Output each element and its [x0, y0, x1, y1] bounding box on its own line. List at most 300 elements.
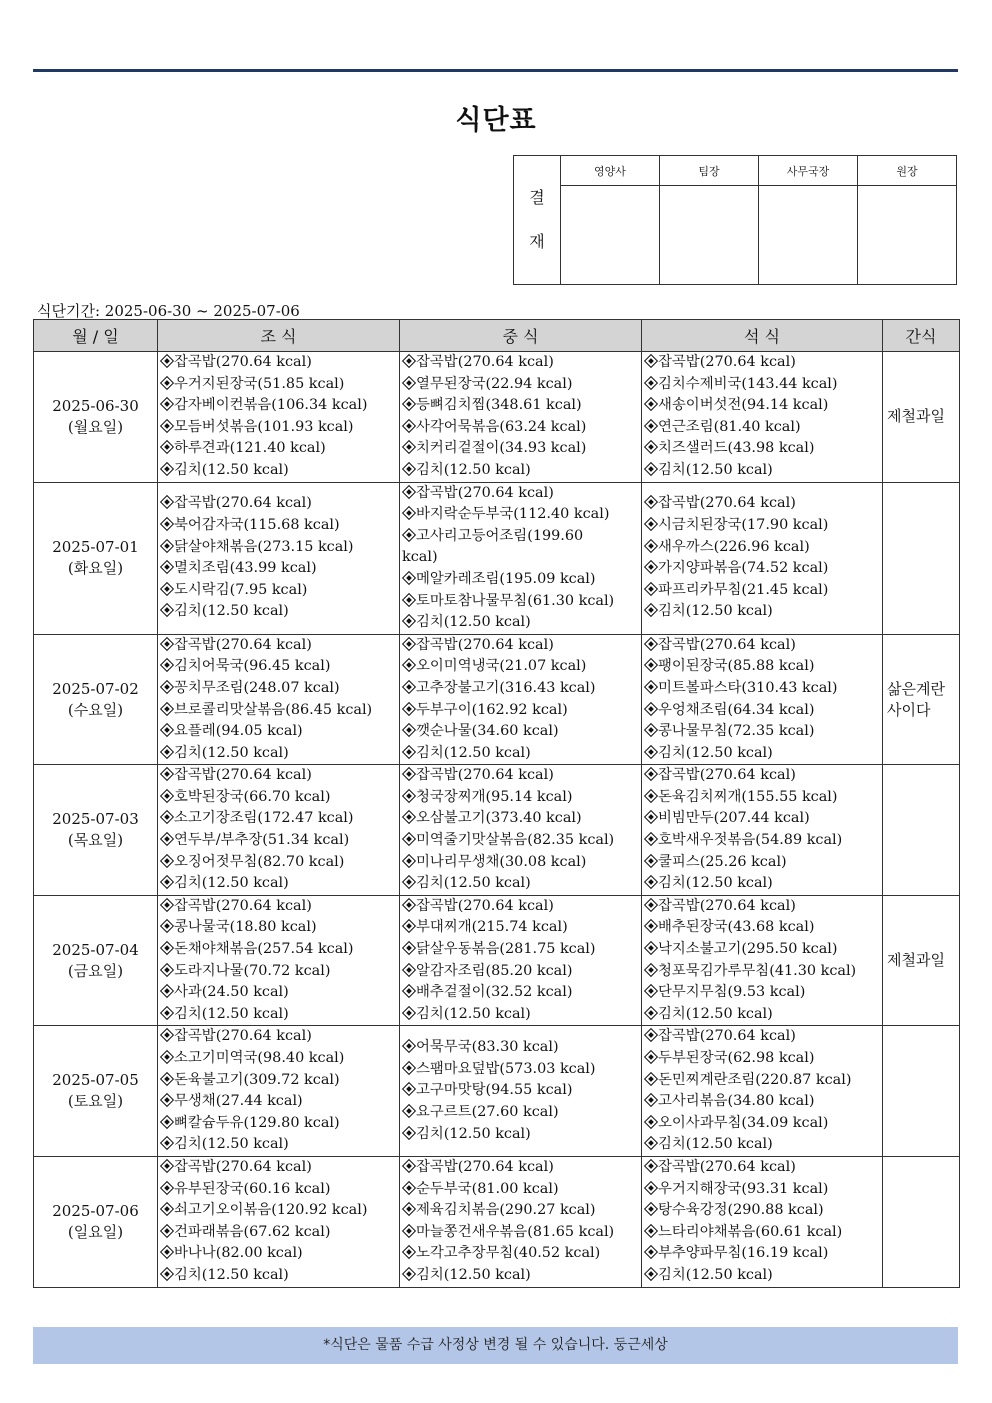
lunch-cell — [400, 482, 642, 634]
menu-item-text: 마늘쫑건새우볶음(81.65 kcal) — [416, 1223, 615, 1240]
diamond-bullet-icon — [644, 1136, 657, 1149]
approval-box — [513, 155, 957, 285]
date-text: 2025-07-03 — [52, 810, 139, 829]
menu-item-text: 잡곡밥(270.64 kcal) — [174, 495, 312, 512]
menu-item — [402, 743, 641, 765]
menu-item-text: 김치(12.50 kcal) — [174, 875, 289, 892]
menu-item — [644, 1157, 882, 1179]
menu-item-text: 건파래볶음(67.62 kcal) — [174, 1223, 331, 1240]
menu-item-text: 청국장찌개(95.14 kcal) — [416, 788, 573, 805]
menu-item — [160, 721, 399, 743]
diamond-bullet-icon — [402, 745, 415, 758]
date-cell — [34, 1156, 158, 1287]
menu-item — [644, 1200, 882, 1222]
diamond-bullet-icon — [160, 658, 173, 671]
menu-item — [402, 700, 641, 722]
snack-cell — [883, 1026, 960, 1157]
menu-item-text: 잡곡밥(270.64 kcal) — [658, 767, 796, 784]
menu-item — [160, 678, 399, 700]
diamond-bullet-icon — [644, 440, 657, 453]
menu-item-text: 김치(12.50 kcal) — [416, 875, 531, 892]
menu-item-text: 감자베이컨볶음(106.34 kcal) — [174, 397, 368, 414]
diamond-bullet-icon — [402, 440, 415, 453]
diamond-bullet-icon — [402, 854, 415, 867]
diamond-bullet-icon — [402, 614, 415, 627]
menu-item-text: 오이사과무침(34.09 kcal) — [658, 1114, 829, 1131]
menu-item — [402, 438, 641, 460]
menu-item — [644, 1134, 882, 1156]
menu-item — [160, 1243, 399, 1265]
menu-item-text: 잡곡밥(270.64 kcal) — [658, 1028, 796, 1045]
diamond-bullet-icon — [644, 1245, 657, 1258]
menu-item-text: 연두부/부추장(51.34 kcal) — [174, 832, 350, 849]
date-cell — [34, 634, 158, 765]
menu-item — [160, 537, 399, 559]
menu-item-text: 뼈칼슘두유(129.80 kcal) — [174, 1114, 340, 1131]
diamond-bullet-icon — [644, 810, 657, 823]
diamond-bullet-icon — [644, 354, 657, 367]
menu-item — [644, 1048, 882, 1070]
approval-label-bottom: 재 — [529, 232, 545, 251]
menu-item — [402, 1200, 641, 1222]
menu-item-text: 배추겉절이(32.52 kcal) — [416, 984, 573, 1001]
menu-item — [644, 601, 882, 623]
diamond-bullet-icon — [644, 1224, 657, 1237]
menu-item-text: 멸치조림(43.99 kcal) — [174, 560, 317, 577]
menu-item — [644, 1243, 882, 1265]
menu-item-text: 오이미역냉국(21.07 kcal) — [416, 658, 587, 675]
menu-item-text: 하루견과(121.40 kcal) — [174, 440, 326, 457]
menu-item-text: 요플레(94.05 kcal) — [174, 723, 303, 740]
breakfast-cell — [158, 895, 400, 1026]
top-rule — [33, 69, 958, 72]
snack-cell — [883, 352, 960, 483]
menu-item — [160, 1265, 399, 1287]
menu-item — [644, 417, 882, 439]
menu-item-text: 새우까스(226.96 kcal) — [658, 538, 810, 555]
menu-item-text: 소고기미역국(98.40 kcal) — [174, 1050, 345, 1066]
menu-day-row — [34, 765, 960, 896]
weekday-text: (토요일) — [67, 1092, 124, 1111]
lunch-cell — [400, 895, 642, 1026]
diamond-bullet-icon — [402, 637, 415, 650]
menu-item — [160, 961, 399, 983]
menu-item-text: 알감자조림(85.20 kcal) — [416, 962, 573, 979]
diamond-bullet-icon — [644, 517, 657, 530]
diamond-bullet-icon — [402, 593, 415, 606]
menu-item-text: 잡곡밥(270.64 kcal) — [416, 354, 554, 370]
menu-header-row — [34, 320, 960, 352]
menu-item-text: 우거지된장국(51.85 kcal) — [174, 375, 345, 392]
snack-cell — [883, 1156, 960, 1287]
menu-item — [402, 939, 641, 961]
menu-item — [160, 1157, 399, 1179]
menu-day-row — [34, 352, 960, 483]
snack-cell — [883, 895, 960, 1026]
menu-item-text: 어묵무국(83.30 kcal) — [416, 1039, 559, 1056]
menu-item-text: 고사리고등어조림(199.60 — [416, 527, 584, 544]
menu-item-text: 잡곡밥(270.64 kcal) — [658, 636, 796, 653]
diamond-bullet-icon — [644, 984, 657, 997]
diamond-bullet-icon — [160, 1136, 173, 1149]
diamond-bullet-icon — [160, 539, 173, 552]
menu-item — [644, 438, 882, 460]
diamond-bullet-icon — [644, 919, 657, 932]
menu-day-row — [34, 1026, 960, 1157]
menu-item — [402, 1004, 641, 1026]
menu-item — [644, 537, 882, 559]
menu-item — [402, 1157, 641, 1179]
menu-item-text: 우거지해장국(93.31 kcal) — [658, 1180, 829, 1197]
signature-box — [858, 186, 957, 285]
menu-item-text: 닭살야채볶음(273.15 kcal) — [174, 538, 354, 555]
menu-item — [644, 765, 882, 787]
menu-item — [402, 1037, 641, 1059]
date-cell — [34, 352, 158, 483]
diamond-bullet-icon — [160, 963, 173, 976]
approval-role-nutritionist: 영양사 — [561, 156, 660, 186]
approval-label — [514, 156, 561, 285]
menu-item-text: 호박된장국(66.70 kcal) — [174, 788, 331, 805]
breakfast-cell — [158, 352, 400, 483]
menu-item-text: 잡곡밥(270.64 kcal) — [416, 897, 554, 914]
diamond-bullet-icon — [160, 1202, 173, 1215]
approval-role-director: 원장 — [858, 156, 957, 186]
diamond-bullet-icon — [644, 376, 657, 389]
diamond-bullet-icon — [160, 810, 173, 823]
menu-item — [644, 917, 882, 939]
menu-item — [644, 1265, 882, 1287]
menu-item — [160, 1222, 399, 1244]
menu-item-text: 돈육불고기(309.72 kcal) — [174, 1071, 340, 1088]
menu-item — [402, 635, 641, 657]
menu-item — [402, 352, 641, 374]
diamond-bullet-icon — [402, 1126, 415, 1139]
menu-item — [644, 558, 882, 580]
menu-item — [402, 504, 641, 526]
menu-item-text: 김치(12.50 kcal) — [416, 461, 531, 478]
diamond-bullet-icon — [644, 1202, 657, 1215]
menu-table — [33, 319, 960, 1288]
menu-item — [160, 896, 399, 918]
menu-item — [160, 460, 399, 482]
diamond-bullet-icon — [160, 354, 173, 367]
diamond-bullet-icon — [402, 1039, 415, 1052]
menu-item — [644, 787, 882, 809]
diamond-bullet-icon — [644, 1159, 657, 1172]
diamond-bullet-icon — [644, 1093, 657, 1106]
menu-item — [160, 438, 399, 460]
menu-item-text: 김치(12.50 kcal) — [658, 875, 773, 892]
menu-item-text: 돈민찌계란조림(220.87 kcal) — [658, 1071, 852, 1088]
menu-item-text: 메알카레조림(195.09 kcal) — [416, 570, 596, 587]
menu-item-text: 콩나물무침(72.35 kcal) — [658, 723, 815, 740]
diamond-bullet-icon — [160, 680, 173, 693]
menu-item — [402, 808, 641, 830]
menu-item — [160, 1004, 399, 1026]
menu-item-text: 잡곡밥(270.64 kcal) — [416, 636, 554, 653]
dinner-cell — [642, 1156, 883, 1287]
diamond-bullet-icon — [402, 875, 415, 888]
menu-item — [402, 483, 641, 505]
menu-item-text: 김치(12.50 kcal) — [174, 603, 289, 620]
diamond-bullet-icon — [644, 397, 657, 410]
menu-item — [402, 591, 641, 613]
menu-item — [160, 873, 399, 895]
weekday-text: (일요일) — [67, 1222, 124, 1241]
diamond-bullet-icon — [644, 495, 657, 508]
menu-item-text: 느타리야채볶음(60.61 kcal) — [658, 1223, 843, 1240]
menu-item — [402, 569, 641, 591]
menu-item — [160, 852, 399, 874]
menu-item — [644, 852, 882, 874]
menu-item — [160, 1113, 399, 1135]
menu-day-row — [34, 1156, 960, 1287]
menu-item-text: 잡곡밥(270.64 kcal) — [416, 767, 554, 784]
menu-item — [402, 417, 641, 439]
diamond-bullet-icon — [160, 1245, 173, 1258]
menu-item — [160, 982, 399, 1004]
menu-item-text: 김치수제비국(143.44 kcal) — [658, 375, 838, 392]
snack-item: 사이다 — [887, 700, 931, 719]
menu-item — [160, 939, 399, 961]
menu-item-text: 비빔만두(207.44 kcal) — [658, 810, 810, 827]
date-text: 2025-07-05 — [52, 1071, 139, 1090]
header-lunch: 중 식 — [400, 320, 642, 352]
diamond-bullet-icon — [402, 1104, 415, 1117]
diamond-bullet-icon — [402, 680, 415, 693]
menu-item — [402, 787, 641, 809]
diamond-bullet-icon — [402, 571, 415, 584]
menu-item-text: 소고기장조림(172.47 kcal) — [174, 810, 354, 827]
diamond-bullet-icon — [402, 1224, 415, 1237]
snack-item: 삶은계란 — [887, 679, 945, 698]
diamond-bullet-icon — [644, 898, 657, 911]
menu-item-text: kcal) — [402, 549, 438, 566]
diamond-bullet-icon — [160, 397, 173, 410]
menu-item-text: 사각어묵볶음(63.24 kcal) — [416, 418, 587, 435]
snack-cell — [883, 765, 960, 896]
approval-label-top: 결 — [529, 188, 545, 207]
diamond-bullet-icon — [402, 419, 415, 432]
diamond-bullet-icon — [402, 354, 415, 367]
menu-item-text: 잡곡밥(270.64 kcal) — [416, 1158, 554, 1175]
menu-item-text: 도라지나물(70.72 kcal) — [174, 962, 331, 979]
page-title: 식단표 — [455, 105, 537, 136]
menu-item — [402, 721, 641, 743]
menu-item-text: 김치(12.50 kcal) — [658, 1136, 773, 1153]
menu-item — [644, 1026, 882, 1048]
diamond-bullet-icon — [644, 1028, 657, 1041]
menu-item-text: 돈채야채볶음(257.54 kcal) — [174, 941, 354, 958]
signature-box — [561, 186, 660, 285]
menu-item — [160, 417, 399, 439]
diamond-bullet-icon — [644, 462, 657, 475]
menu-item-text: 미나리무생채(30.08 kcal) — [416, 853, 587, 870]
menu-item — [644, 939, 882, 961]
menu-item-text: 김치(12.50 kcal) — [174, 1005, 289, 1022]
header-date: 월 / 일 — [34, 320, 158, 352]
diamond-bullet-icon — [160, 875, 173, 888]
menu-item-text: 연근조림(81.40 kcal) — [658, 418, 801, 435]
menu-item — [644, 1070, 882, 1092]
menu-item-text: 김치(12.50 kcal) — [174, 461, 289, 478]
snack-item: 제철과일 — [887, 407, 945, 426]
diamond-bullet-icon — [402, 919, 415, 932]
diamond-bullet-icon — [402, 528, 415, 541]
menu-item-text: 김치(12.50 kcal) — [658, 744, 773, 761]
diamond-bullet-icon — [644, 832, 657, 845]
menu-item — [160, 1134, 399, 1156]
menu-item-text: 미트볼파스타(310.43 kcal) — [658, 679, 838, 696]
menu-item-text: 호박새우젓볶음(54.89 kcal) — [658, 832, 843, 849]
menu-item-text: 김치(12.50 kcal) — [658, 603, 773, 620]
menu-day-row — [34, 634, 960, 765]
diamond-bullet-icon — [160, 898, 173, 911]
menu-item-text: 쿨피스(25.26 kcal) — [658, 853, 787, 870]
menu-item — [402, 526, 641, 548]
menu-item-text: 유부된장국(60.16 kcal) — [174, 1180, 331, 1197]
menu-item — [402, 961, 641, 983]
menu-item — [402, 678, 641, 700]
diamond-bullet-icon — [644, 963, 657, 976]
menu-item — [644, 656, 882, 678]
approval-role-team-lead: 팀장 — [660, 156, 759, 186]
menu-item — [402, 1080, 641, 1102]
header-breakfast: 조 식 — [158, 320, 400, 352]
menu-item-text: 열무된장국(22.94 kcal) — [416, 375, 573, 392]
dinner-cell — [642, 895, 883, 1026]
dinner-cell — [642, 482, 883, 634]
menu-item-text: 돈육김치찌개(155.55 kcal) — [658, 788, 838, 805]
menu-item-text: 바나나(82.00 kcal) — [174, 1245, 303, 1262]
menu-item — [644, 830, 882, 852]
diamond-bullet-icon — [402, 1006, 415, 1019]
diamond-bullet-icon — [402, 1082, 415, 1095]
diamond-bullet-icon — [402, 810, 415, 823]
menu-item — [402, 547, 641, 569]
menu-item-text: 낙지소불고기(295.50 kcal) — [658, 941, 838, 958]
diamond-bullet-icon — [160, 1028, 173, 1041]
menu-item-text: 콩나물국(18.80 kcal) — [174, 919, 317, 936]
menu-item-text: 시금치된장국(17.90 kcal) — [658, 516, 829, 533]
diamond-bullet-icon — [160, 1267, 173, 1280]
signature-box — [759, 186, 858, 285]
diamond-bullet-icon — [402, 485, 415, 498]
diamond-bullet-icon — [160, 560, 173, 573]
menu-item — [160, 374, 399, 396]
diamond-bullet-icon — [644, 582, 657, 595]
menu-item — [160, 601, 399, 623]
diamond-bullet-icon — [160, 637, 173, 650]
diamond-bullet-icon — [402, 1245, 415, 1258]
diamond-bullet-icon — [644, 603, 657, 616]
menu-item — [644, 961, 882, 983]
weekday-text: (수요일) — [67, 700, 124, 719]
menu-item-text: 잡곡밥(270.64 kcal) — [658, 897, 796, 914]
menu-item-text: 단무지무침(9.53 kcal) — [658, 984, 806, 1001]
menu-item — [644, 700, 882, 722]
menu-item-text: 김치(12.50 kcal) — [174, 1266, 289, 1283]
menu-item — [160, 830, 399, 852]
diamond-bullet-icon — [644, 1267, 657, 1280]
menu-item-text: 잡곡밥(270.64 kcal) — [174, 354, 312, 370]
diamond-bullet-icon — [160, 495, 173, 508]
menu-item-text: 파프리카무침(21.45 kcal) — [658, 581, 829, 598]
menu-item — [160, 493, 399, 515]
menu-item — [402, 896, 641, 918]
diamond-bullet-icon — [160, 1115, 173, 1128]
weekday-text: (화요일) — [67, 559, 124, 578]
menu-item — [402, 1179, 641, 1201]
diamond-bullet-icon — [160, 1093, 173, 1106]
diamond-bullet-icon — [402, 702, 415, 715]
menu-item-text: 두부구이(162.92 kcal) — [416, 701, 568, 718]
diamond-bullet-icon — [644, 875, 657, 888]
menu-item-text: 가지양파볶음(74.52 kcal) — [658, 560, 829, 577]
menu-item — [644, 721, 882, 743]
menu-item — [644, 374, 882, 396]
diamond-bullet-icon — [160, 462, 173, 475]
diamond-bullet-icon — [160, 440, 173, 453]
weekday-text: (금요일) — [67, 961, 124, 980]
diamond-bullet-icon — [402, 963, 415, 976]
menu-item-text: 쇠고기오이볶음(120.92 kcal) — [174, 1202, 368, 1219]
menu-item — [160, 395, 399, 417]
diamond-bullet-icon — [644, 1050, 657, 1063]
dinner-cell — [642, 765, 883, 896]
menu-item-text: 북어감자국(115.68 kcal) — [174, 516, 340, 533]
menu-item-text: 김치(12.50 kcal) — [658, 1266, 773, 1283]
diamond-bullet-icon — [160, 1072, 173, 1085]
date-text: 2025-07-02 — [52, 679, 139, 698]
diamond-bullet-icon — [644, 854, 657, 867]
menu-item-text: 순두부국(81.00 kcal) — [416, 1180, 559, 1197]
menu-item-text: 등뼈김치찜(348.61 kcal) — [416, 397, 582, 414]
diamond-bullet-icon — [160, 745, 173, 758]
menu-item — [160, 352, 399, 374]
breakfast-cell — [158, 482, 400, 634]
menu-item — [402, 1243, 641, 1265]
menu-item-text: 오삼불고기(373.40 kcal) — [416, 810, 582, 827]
date-cell — [34, 895, 158, 1026]
diamond-bullet-icon — [644, 560, 657, 573]
diamond-bullet-icon — [402, 658, 415, 671]
menu-item — [402, 852, 641, 874]
diamond-bullet-icon — [402, 767, 415, 780]
menu-item — [644, 460, 882, 482]
menu-item — [644, 580, 882, 602]
menu-item — [402, 612, 641, 634]
diamond-bullet-icon — [644, 637, 657, 650]
menu-item-text: 치커리겉절이(34.93 kcal) — [416, 440, 587, 457]
menu-item — [644, 352, 882, 374]
breakfast-cell — [158, 765, 400, 896]
menu-item-text: 잡곡밥(270.64 kcal) — [658, 354, 796, 370]
menu-item — [160, 765, 399, 787]
lunch-cell — [400, 1156, 642, 1287]
snack-cell — [883, 482, 960, 634]
menu-item — [402, 765, 641, 787]
diamond-bullet-icon — [160, 723, 173, 736]
menu-item — [402, 460, 641, 482]
menu-day-row — [34, 482, 960, 634]
menu-item — [644, 515, 882, 537]
diamond-bullet-icon — [402, 723, 415, 736]
menu-item — [160, 656, 399, 678]
diamond-bullet-icon — [644, 723, 657, 736]
menu-item — [644, 1091, 882, 1113]
